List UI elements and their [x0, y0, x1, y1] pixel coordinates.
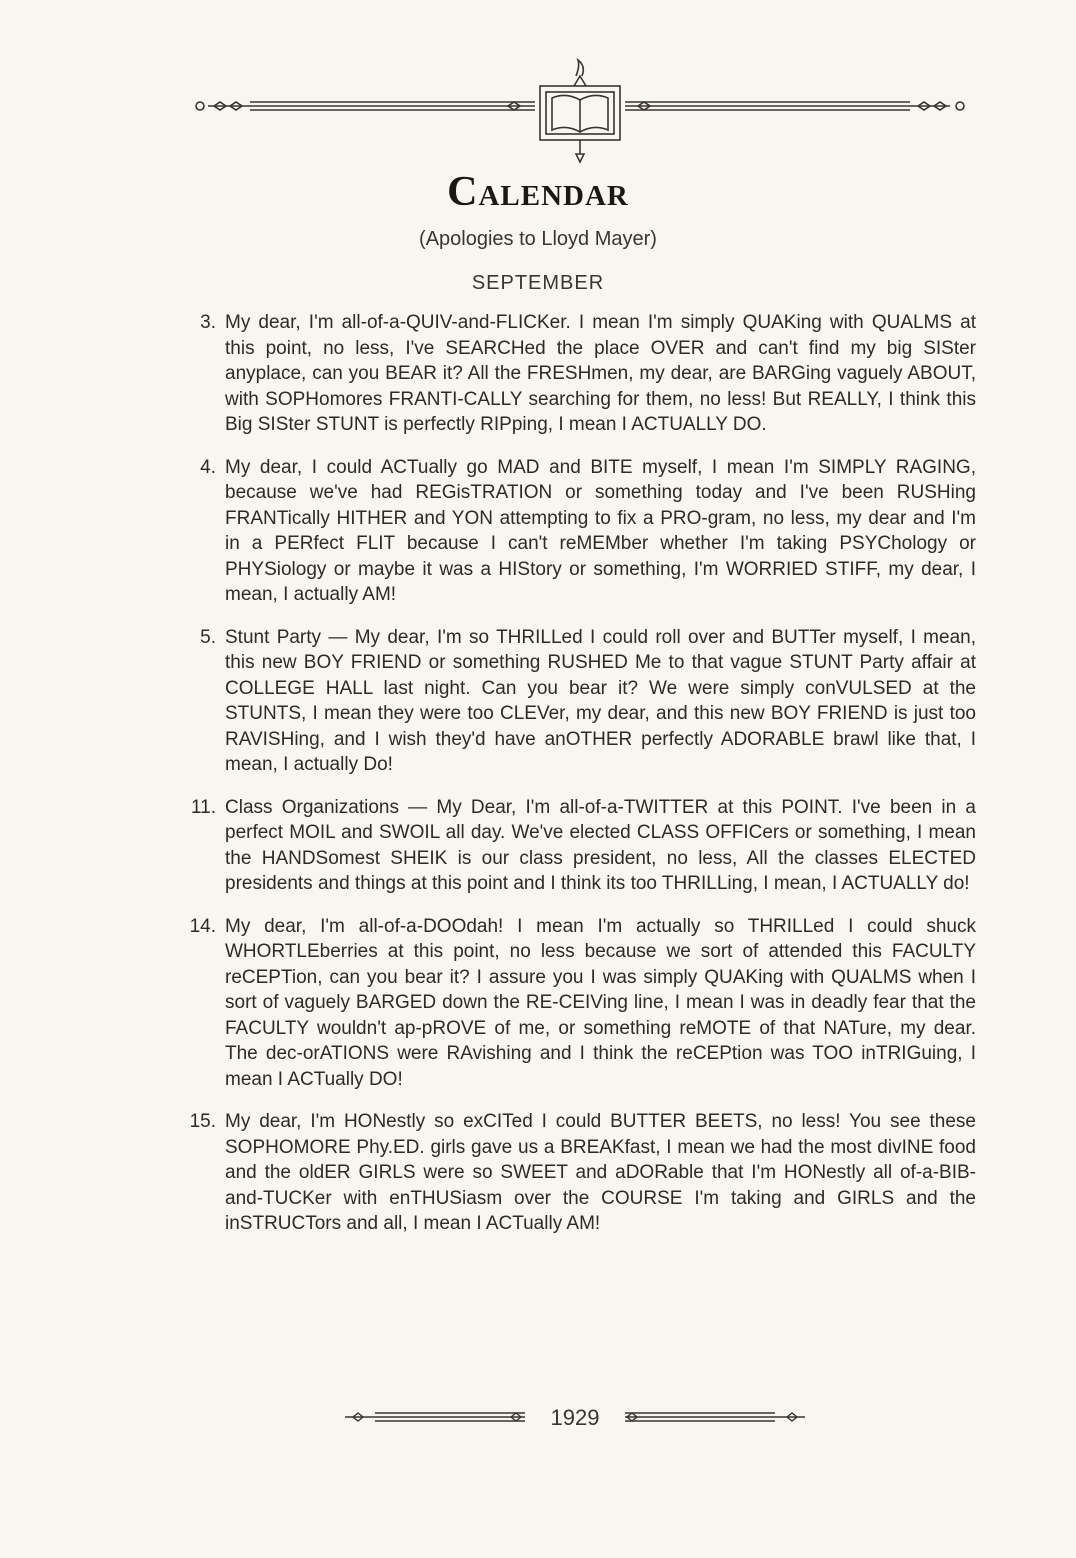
entry-text: My dear, I'm all-of-a-QUIV-and-FLICKer. I mean I'm simply QUAKing with QUALMS at this point, no less, I've SEARCHed the place OVER and can't find my big SISter anyplace, can you BEAR it? All the FRESHmen, my dear, are BARGing vaguely ABOUT, with SOPHomores FRANTI-CALLY searching for them, no less! But REALLY, I think this Big SISter STUNT is perfectly RIPping, I mean I ACTUALLY DO.	[225, 312, 976, 435]
calendar-entry	[180, 455, 976, 608]
calendar-entries	[180, 310, 976, 1237]
calendar-entry	[180, 914, 976, 1093]
entry-date: 11.	[190, 796, 216, 818]
calendar-entry	[180, 625, 976, 778]
entry-text: Class Organizations — My Dear, I'm all-of-a-TWITTER at this POINT. I've been in a perfect MOIL and SWOIL all day. We've elected CLASS OFFICers or something, I mean the HANDSomest SHEIK is our class president, no less, All the classes ELECTED presidents and things at this point and I think its too THRILLing, I mean, I ACTUALLY do!	[225, 796, 976, 894]
entry-date: 4.	[200, 456, 216, 478]
entry-date: 14.	[189, 915, 216, 937]
entry-text: My dear, I'm all-of-a-DOOdah! I mean I'm actually so THRILLed I could shuck WHORTLEberries at this point, no less because we sort of attended this FACULTY reCEPTion, can you bear it? I assure you I was simply QUAKing with QUALMS when I sort of vaguely BARGED down the RE-CEIVing line, I mean I was in deadly fear that the FACULTY wouldn't ap-pROVE of me, or something reMOTE of that NATure, my dear. The dec-orATIONS were RAvishing and I think the reCEPtion was TOO inTRIGuing, I mean I ACTually DO!	[225, 915, 976, 1090]
year-label: 1929	[550, 1405, 600, 1430]
entry-date: 3.	[200, 312, 216, 333]
calendar-entry	[180, 1109, 976, 1237]
header-ornament	[190, 58, 970, 168]
page-title: Calendar	[447, 169, 629, 215]
calendar-entry	[180, 310, 976, 438]
entry-text: My dear, I could ACTually go MAD and BITE myself, I mean I'm SIMPLY RAGING, because we've had REGisTRATION or something today and I've been RUSHing FRANTically HITHER and YON attempting to fix a PRO-gram, no less, my dear and I'm in a PERfect FLIT because I can't reMEMber whether I'm taking PSYChology or PHYSiology or maybe it was a HIStory or something, I'm WORRIED STIFF, my dear, I mean, I actually AM!	[225, 456, 976, 605]
entry-date: 5.	[200, 626, 216, 648]
entry-text: Stunt Party — My dear, I'm so THRILLed I could roll over and BUTTer myself, I mean, this new BOY FRIEND or something RUSHED Me to that vague STUNT Party affair at COLLEGE HALL last night. Can you bear it? We were simply conVULSED at the STUNTS, I mean they were too CLEVer, my dear, and this new BOY FRIEND is just too RAVISHing, and I wish they'd have anOTHER perfectly ADORABLE brawl like that, I mean, I actually Do!	[225, 626, 976, 775]
page-subtitle: (Apologies to Lloyd Mayer)	[419, 228, 657, 250]
entry-text: My dear, I'm HONestly so exCITed I could BUTTER BEETS, no less! You see these SOPHOMORE Phy.ED. girls gave us a BREAKfast, I mean we had the most divINE food and the oldER GIRLS were so SWEET and aDORable that I'm HONestly all of-a-BIB-and-TUCKer with enTHUSiasm over the COURSE I'm taking and GIRLS and the inSTRUCTors and all, I mean I ACTually AM!	[225, 1111, 976, 1234]
entry-date: 15.	[189, 1111, 216, 1132]
month-heading: SEPTEMBER	[471, 272, 605, 294]
calendar-entry	[180, 795, 976, 897]
footer-ornament	[335, 1400, 815, 1434]
